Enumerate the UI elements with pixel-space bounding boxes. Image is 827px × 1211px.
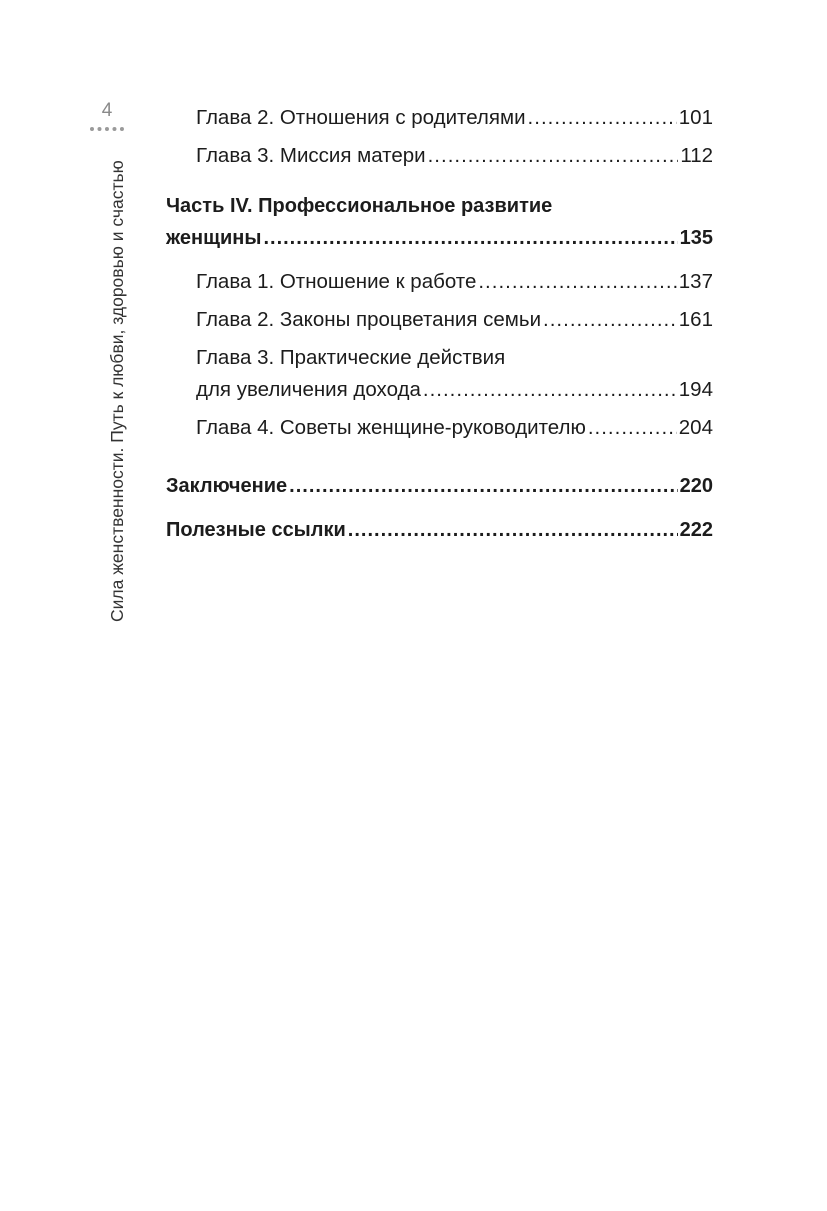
dot-leader (543, 304, 677, 336)
page-number: 4 (101, 100, 113, 121)
dot-leader (263, 222, 677, 254)
toc-entry-chapter-4-leader[interactable] (166, 412, 713, 444)
toc-entry-page: 101 (678, 106, 713, 129)
dot-leader (478, 266, 676, 298)
toc-entry-part-4[interactable] (166, 190, 713, 254)
table-of-contents (166, 102, 713, 546)
dot-leader (428, 140, 679, 172)
dot-leader (423, 374, 677, 406)
toc-entry-page: 137 (678, 270, 713, 293)
dot-leader (348, 514, 678, 546)
toc-entry-useful-links[interactable] (166, 514, 713, 546)
toc-entry-label: Глава 1. Отношение к работе (196, 270, 477, 293)
toc-entry-conclusion[interactable] (166, 470, 713, 502)
toc-entry-chapter-2-family[interactable] (166, 304, 713, 336)
toc-entry-chapter-3-income[interactable] (166, 342, 713, 406)
page-number-dotted-rule (90, 127, 124, 131)
toc-entry-chapter-3-mother[interactable] (166, 140, 713, 172)
toc-entry-chapter-1-work[interactable] (166, 266, 713, 298)
toc-entry-page: 220 (679, 475, 713, 497)
dot-leader (289, 470, 677, 502)
dot-leader (588, 412, 677, 444)
toc-entry-page: 204 (678, 416, 713, 439)
toc-entry-label: Глава 2. Законы процветания семьи (196, 308, 542, 331)
toc-entry-page: 194 (678, 378, 713, 401)
dot-leader (528, 102, 677, 134)
toc-entry-label: Глава 2. Отношения с родителями (196, 106, 526, 129)
toc-entry-label: Полезные ссылки (166, 519, 346, 541)
toc-entry-page: 161 (678, 308, 713, 331)
toc-entry-label-line-1: Глава 3. Практические действия (196, 346, 506, 369)
toc-entry-label-line-2: женщины (166, 227, 262, 249)
toc-entry-label-line-1: Часть IV. Профессиональное развитие (166, 195, 553, 217)
toc-entry-label: Глава 3. Миссия матери (196, 144, 426, 167)
toc-entry-label: Заключение (166, 475, 288, 497)
toc-entry-label: Глава 4. Советы женщине-руководителю (196, 416, 586, 439)
toc-entry-page: 112 (680, 144, 713, 167)
toc-entry-label-line-2: для увеличения дохода (196, 378, 421, 401)
running-title: Сила женственности. Путь к любви, здоровью и счастью (107, 160, 127, 622)
toc-entry-chapter-2-parents[interactable] (166, 102, 713, 134)
toc-entry-page: 222 (679, 519, 713, 541)
toc-entry-page: 135 (679, 227, 713, 249)
